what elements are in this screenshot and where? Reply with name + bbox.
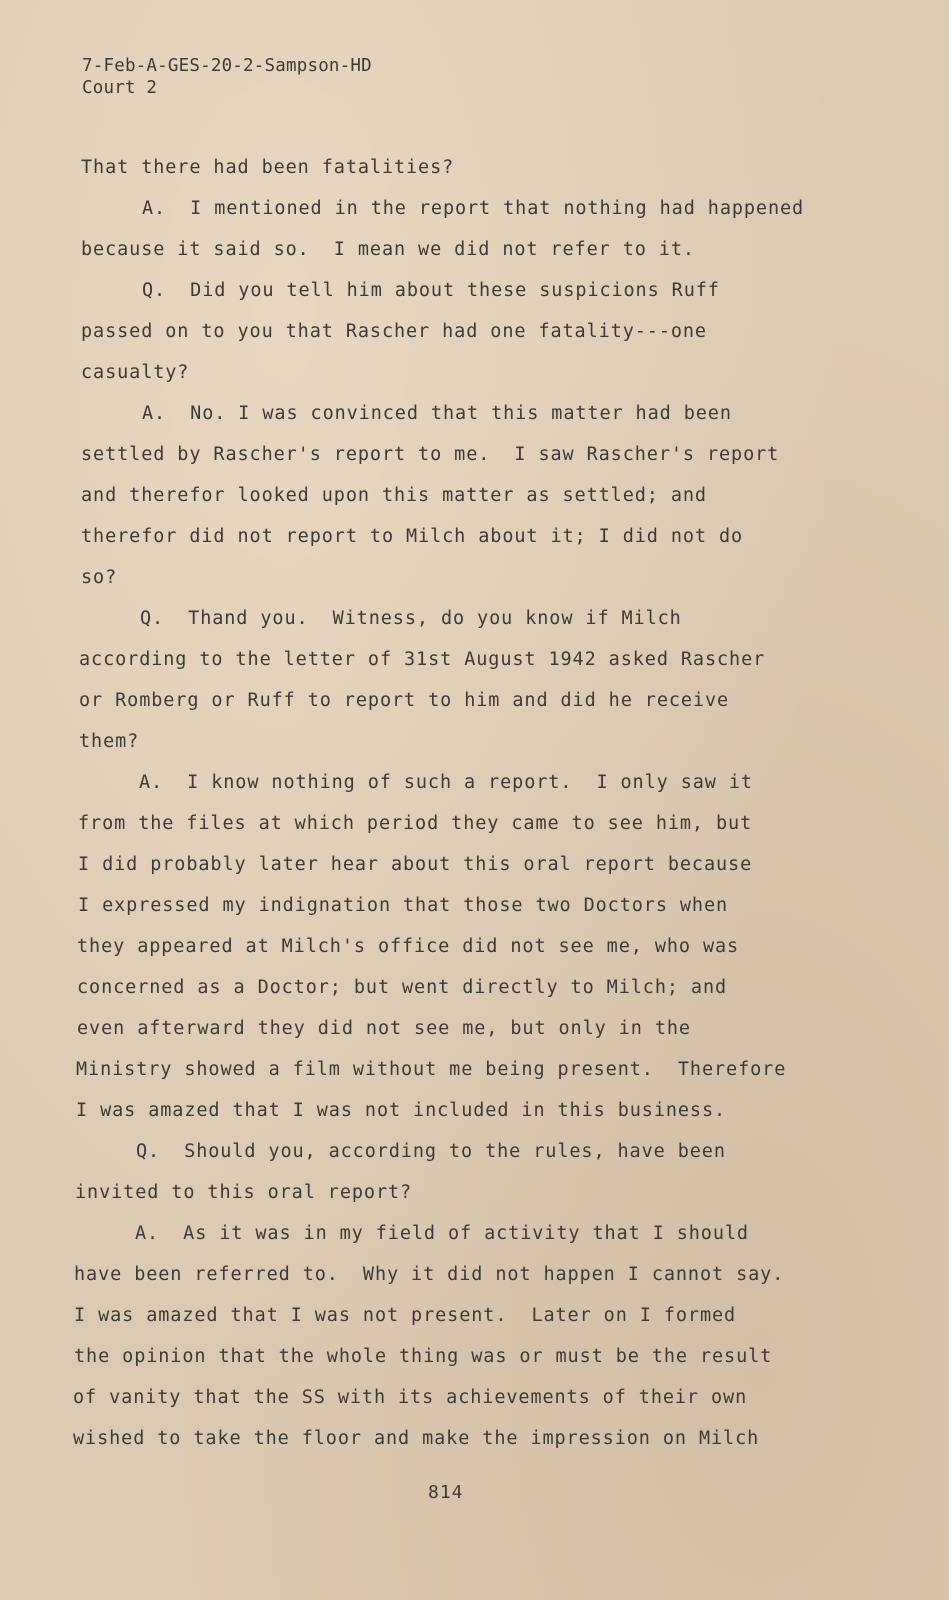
transcript-line: I expressed my indignation that those two Doctors when bbox=[78, 895, 729, 916]
transcript-line: Q. Did you tell him about these suspicions Ruff bbox=[142, 280, 720, 301]
transcript-line: therefor did not report to Milch about it; I did not do bbox=[81, 526, 744, 547]
page-number: 814 bbox=[428, 1482, 464, 1503]
transcript-line: A. As it was in my field of activity that I should bbox=[135, 1223, 749, 1244]
transcript-line: A. I mentioned in the report that nothing had happened bbox=[142, 198, 805, 219]
transcript-line: of vanity that the SS with its achievements of their own bbox=[73, 1387, 748, 1408]
document-header bbox=[82, 55, 372, 99]
header-court: Court 2 bbox=[82, 78, 158, 98]
transcript-line: passed on to you that Rascher had one fatality---one bbox=[81, 321, 707, 342]
transcript-line: the opinion that the whole thing was or must be the result bbox=[74, 1346, 773, 1367]
transcript-line: A. I know nothing of such a report. I only saw it bbox=[139, 772, 753, 793]
transcript-line: wished to take the floor and make the impression on Milch bbox=[73, 1428, 760, 1449]
transcript-line: and therefor looked upon this matter as settled; and bbox=[81, 485, 707, 506]
transcript-line: Q. Thand you. Witness, do you know if Milch bbox=[140, 608, 682, 629]
transcript-line: them? bbox=[79, 731, 140, 752]
transcript-line: have been referred to. Why it did not happen I cannot say. bbox=[74, 1264, 785, 1285]
transcript-line: Q. Should you, according to the rules, have been bbox=[136, 1141, 726, 1162]
transcript-line: even afterward they did not see me, but only in the bbox=[77, 1018, 691, 1039]
transcript-line: invited to this oral report? bbox=[75, 1182, 413, 1203]
transcript-line: so? bbox=[81, 567, 118, 588]
transcript-line: from the files at which period they came to see him, but bbox=[78, 813, 753, 834]
transcript-line: I was amazed that I was not present. Later on I formed bbox=[74, 1305, 737, 1326]
transcript-line: according to the letter of 31st August 1942 asked Rascher bbox=[79, 649, 766, 670]
transcript-line: concerned as a Doctor; but went directly to Milch; and bbox=[77, 977, 728, 998]
transcript-line: or Romberg or Ruff to report to him and did he receive bbox=[79, 690, 730, 711]
transcript-line: I did probably later hear about this oral report because bbox=[78, 854, 753, 875]
transcript-line: A. No. I was convinced that this matter had been bbox=[142, 403, 732, 424]
transcript-line: because it said so. I mean we did not refer to it. bbox=[81, 239, 695, 260]
transcript-line: they appeared at Milch's office did not see me, who was bbox=[77, 936, 740, 957]
transcript-line: settled by Rascher's report to me. I saw Rascher's report bbox=[81, 444, 780, 465]
transcript-line: I was amazed that I was not included in this business. bbox=[76, 1100, 727, 1121]
header-reference: 7-Feb-A-GES-20-2-Sampson-HD bbox=[82, 56, 372, 76]
transcript-line: Ministry showed a film without me being present. Therefore bbox=[76, 1059, 787, 1080]
transcript-line: casualty? bbox=[81, 362, 190, 383]
transcript-line: That there had been fatalities? bbox=[81, 157, 455, 178]
